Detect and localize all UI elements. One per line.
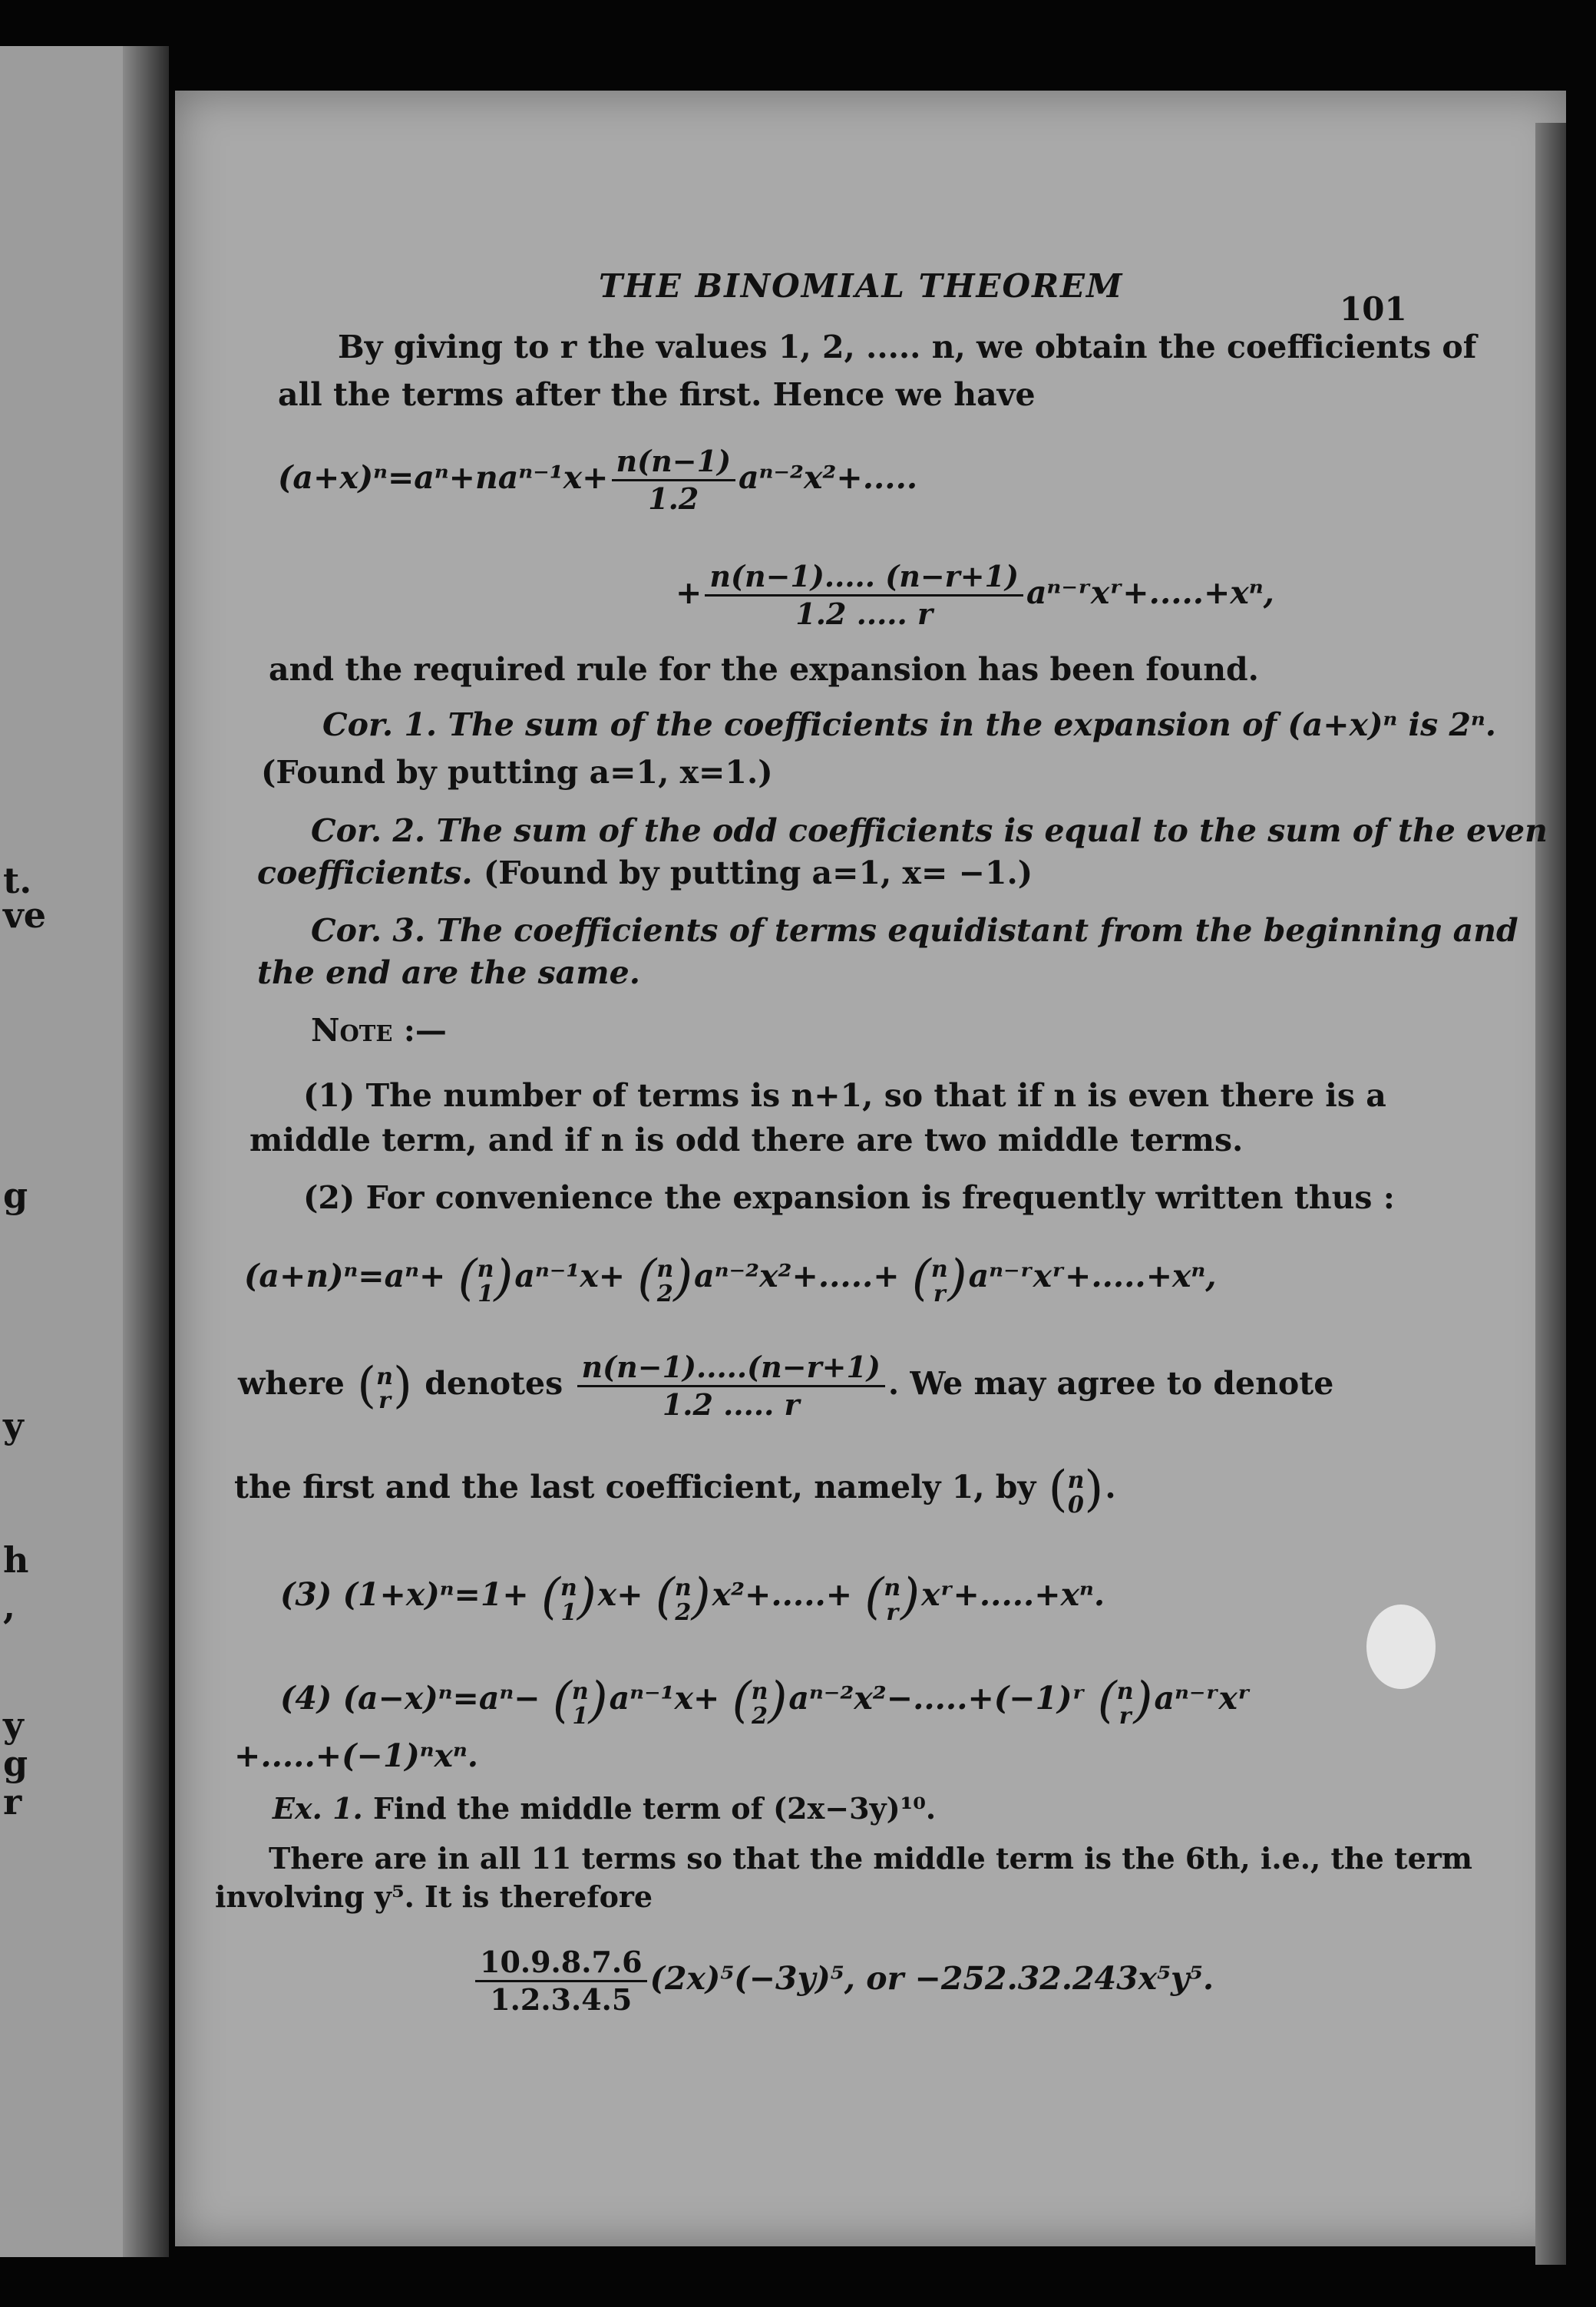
example-line: Ex. 1. Find the middle term of (2x−3y)¹⁰. xyxy=(273,1791,937,1826)
text-line: (Found by putting a=1, x=1.) xyxy=(261,754,773,791)
binomial-coefficient: ( n 2 ) xyxy=(732,1672,788,1730)
facing-page-fragment: , xyxy=(3,1585,16,1627)
corollary-3: Cor. 3. The coefficients of terms equidistant from the beginning and xyxy=(311,912,1518,949)
binomial-coefficient: ( n 2 ) xyxy=(637,1250,693,1307)
corollary-2: Cor. 2. The sum of the odd coefficients is equal to the sum of the even xyxy=(311,812,1548,849)
running-title: THE BINOMIAL THEOREM xyxy=(599,267,1124,305)
fraction: $\frac{n(n-1)..... (n-r+1)}{1.2 ..... r}$ xyxy=(705,560,1023,630)
facing-page-fragment: r xyxy=(3,1781,22,1823)
facing-page-fragment: g xyxy=(3,1175,28,1216)
eq-part: aⁿ⁻ʳxʳ+.....+xⁿ, xyxy=(1026,573,1274,611)
text-line: and the required rule for the expansion has been found. xyxy=(269,651,1259,688)
text-line: middle term, and if n is odd there are two middle terms. xyxy=(249,1122,1244,1158)
equation-line: (4) (a−x)ⁿ=aⁿ− ( n 1 )aⁿ⁻¹x+ ( n 2 )aⁿ⁻²x²−.....+(−1)ʳ ( n r )aⁿ⁻ʳxʳ xyxy=(280,1672,1251,1730)
text-line: the first and the last coefficient, namely 1, by ( n 0 ). xyxy=(234,1461,1116,1519)
binomial-coefficient: ( n 2 ) xyxy=(655,1568,711,1626)
note-heading: Note :— xyxy=(311,1012,447,1049)
binomial-coefficient: ( n 1 ) xyxy=(552,1672,608,1730)
facing-page-fragment: g xyxy=(3,1743,28,1784)
text-line: involving y⁵. It is therefore xyxy=(215,1879,653,1914)
binomial-coefficient: ( n 1 ) xyxy=(458,1250,514,1307)
equation-line: +.....+(−1)ⁿxⁿ. xyxy=(234,1737,479,1774)
gutter-shadow xyxy=(123,46,169,2257)
corollary-1: Cor. 1. The sum of the coefficients in the expansion of (a+x)ⁿ is 2ⁿ. xyxy=(322,706,1497,743)
page-number: 101 xyxy=(1340,290,1407,328)
binomial-coefficient: ( n r ) xyxy=(864,1568,920,1626)
eq-part: + xyxy=(676,573,702,611)
text-line: There are in all 11 terms so that the middle term is the 6th, i.e., the term xyxy=(269,1841,1473,1876)
fraction: $\frac{n(n-1)}{1.2}$ xyxy=(612,445,736,515)
facing-page-fragment: h xyxy=(3,1539,29,1581)
book-page xyxy=(175,91,1566,2246)
binomial-coefficient: ( n r ) xyxy=(357,1357,412,1415)
fraction: $\frac{n(n-1).....(n-r+1)}{1.2 ..... r}$ xyxy=(577,1351,885,1421)
text-line: all the terms after the first. Hence we have xyxy=(278,376,1036,413)
text-line: By giving to r the values 1, 2, ..... n, we obtain the coefficients of xyxy=(338,329,1477,365)
binomial-coefficient: ( n r ) xyxy=(911,1250,967,1307)
text-line: where ( n r ) denotes $\frac{n(n-1).....(n-r+1)}{1.2 ..... r}$ . We may agree to denote xyxy=(238,1350,1334,1422)
facing-page-fragment: ve xyxy=(3,894,46,936)
equation-line xyxy=(278,445,917,515)
binomial-coefficient: ( n r ) xyxy=(1097,1672,1153,1730)
facing-page-fragment: y xyxy=(3,1405,24,1446)
text-line: (2) For convenience the expansion is frequently written thus : xyxy=(303,1179,1395,1216)
page-edge xyxy=(1535,123,1566,2265)
paper-smudge xyxy=(1366,1605,1436,1689)
eq-part: aⁿ⁻²x²+..... xyxy=(739,458,918,496)
equation-line: $\frac{10.9.8.7.6}{1.2.3.4.5}$ (2x)⁵(−3y)⁵, or −252.32.243x⁵y⁵. xyxy=(472,1946,1214,2016)
equation-line: (a+n)ⁿ=aⁿ+ ( n 1 )aⁿ⁻¹x+ ( n 2 )aⁿ⁻²x²+.....+ ( n r )aⁿ⁻ʳxʳ+.....+xⁿ, xyxy=(244,1250,1217,1307)
text-line: (1) The number of terms is n+1, so that if n is even there is a xyxy=(303,1077,1386,1114)
facing-page-fragment: t. xyxy=(3,860,32,901)
facing-page-fragment: y xyxy=(3,1704,24,1746)
fraction: $\frac{10.9.8.7.6}{1.2.3.4.5}$ xyxy=(475,1946,647,2016)
eq-part: (a+x)ⁿ=aⁿ+naⁿ⁻¹x+ xyxy=(278,458,609,496)
text-line: coefficients. (Found by putting a=1, x= −1.) xyxy=(257,854,1033,891)
equation-line xyxy=(676,560,1274,630)
binomial-coefficient: ( n 1 ) xyxy=(541,1568,596,1626)
text-line: the end are the same. xyxy=(257,954,640,991)
equation-line: (3) (1+x)ⁿ=1+ ( n 1 )x+ ( n 2 )x²+.....+ ( n r )xʳ+.....+xⁿ. xyxy=(280,1568,1105,1626)
binomial-coefficient: ( n 0 ) xyxy=(1048,1461,1104,1519)
